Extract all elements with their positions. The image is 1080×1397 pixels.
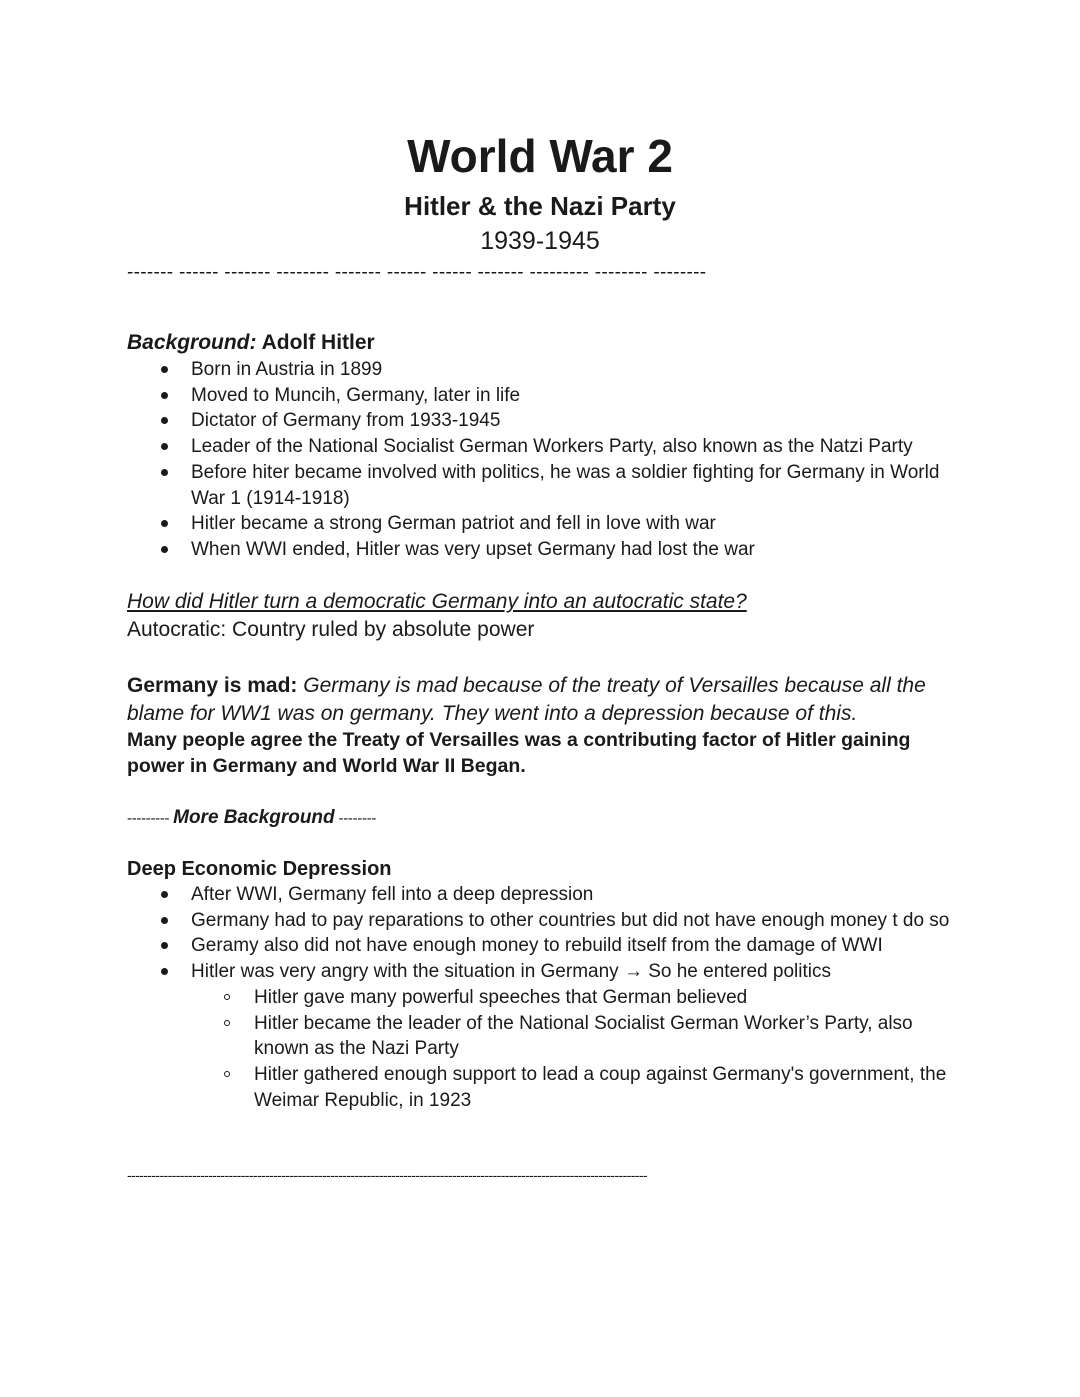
list-item: After WWI, Germany fell into a deep depression	[127, 882, 957, 908]
sub-list-item: Hitler gave many powerful speeches that German believed	[191, 985, 957, 1011]
list-item-text: Hitler was very angry with the situation in Germany → So he entered politics	[191, 961, 831, 983]
more-background-dashes-right: --------	[334, 810, 377, 827]
list-item: When WWI ended, Hitler was very upset Germany had lost the war	[127, 537, 957, 563]
list-item: Hitler became a strong German patriot and fell in love with war	[127, 511, 957, 537]
guiding-question: How did Hitler turn a democratic Germany into an autocratic state?	[127, 590, 747, 613]
list-item: Before hiter became involved with politics, he was a soldier fighting for Germany in World War 1 (1914-1918)	[127, 460, 957, 511]
sub-list-item: Hitler gathered enough support to lead a coup against Germany's government, the Weimar Republic, in 1923	[191, 1062, 957, 1113]
more-background-label: More Background	[173, 807, 335, 828]
depression-heading: Deep Economic Depression	[127, 858, 392, 880]
date-range: 1939-1945	[480, 227, 600, 255]
background-heading-label: Background:	[127, 331, 257, 354]
germany-mad-body: Germany is mad because of the treaty of Versailles because all the blame for WW1 was on germany. They went into a depression because of this.	[127, 674, 926, 725]
list-item: Dictator of Germany from 1933-1945	[127, 408, 957, 434]
list-item: Germany had to pay reparations to other countries but did not have enough money t do so	[127, 908, 957, 934]
sub-list-item: Hitler became the leader of the National Socialist German Worker’s Party, also known as the Nazi Party	[191, 1011, 957, 1062]
depression-list	[127, 882, 957, 1113]
treaty-note: Many people agree the Treaty of Versailles was a contributing factor of Hitler gaining power in Germany and World War II Began.	[127, 729, 911, 777]
page-subtitle: Hitler & the Nazi Party	[404, 191, 676, 221]
background-list	[127, 357, 957, 563]
list-item: Geramy also did not have enough money to rebuild itself from the damage of WWI	[127, 933, 957, 959]
list-item	[127, 959, 957, 1113]
top-divider: ------- ------ ------- -------- ------- ------ ------ ------- --------- -------- --------	[127, 262, 707, 283]
list-item: Born in Austria in 1899	[127, 357, 957, 383]
list-item: Leader of the National Socialist German Workers Party, also known as the Natzi Party	[127, 434, 957, 460]
list-item: Moved to Muncih, Germany, later in life	[127, 383, 957, 409]
background-heading-name: Adolf Hitler	[256, 331, 375, 354]
more-background-divider	[127, 805, 376, 832]
depression-sublist	[191, 985, 957, 1114]
bottom-divider: --------------------------------------------------------------------------------------------------------------------------------	[127, 1167, 647, 1183]
more-background-dashes-left: ---------	[127, 810, 174, 827]
germany-mad-lead: Germany is mad:	[127, 674, 298, 697]
germany-mad-paragraph	[127, 672, 957, 728]
background-heading	[127, 330, 375, 356]
autocratic-definition: Autocratic: Country ruled by absolute power	[127, 618, 535, 641]
page-title: World War 2	[407, 130, 673, 182]
